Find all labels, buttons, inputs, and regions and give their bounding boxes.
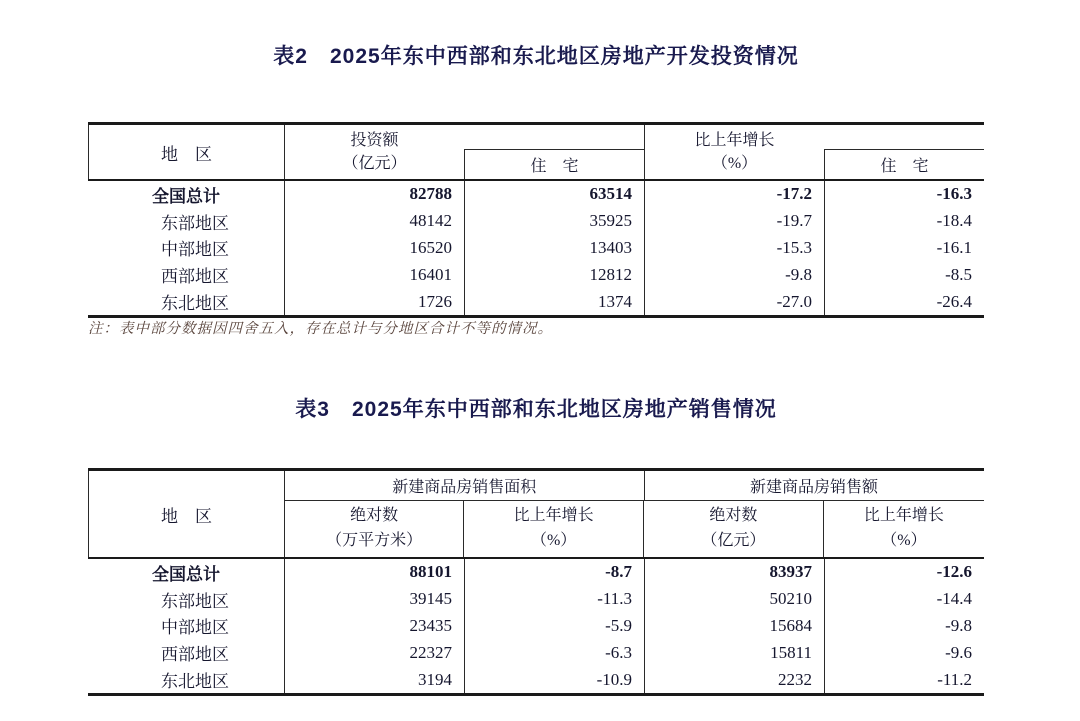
value-cell: -11.3 (464, 586, 644, 613)
value-cell: 16401 (284, 261, 464, 288)
table2-header-growth-line1: 比上年增长 (694, 131, 775, 149)
region-cell: 全国总计 (152, 564, 220, 584)
value-cell: 50210 (644, 586, 824, 613)
table-row (88, 208, 984, 235)
table2-header-growth-residential-subcell: 住 宅 (824, 149, 984, 179)
table2-header-investment-unit: （亿元） (342, 155, 407, 172)
table-row (88, 639, 984, 666)
table2-title: 表2 2025年东中西部和东北地区房地产开发投资情况 (273, 45, 799, 68)
value-cell: 48142 (284, 208, 464, 235)
value-cell: -6.3 (464, 639, 644, 666)
table-row (88, 235, 984, 262)
value-cell: -10.9 (464, 666, 644, 693)
table3-header-area-growth-line1: 比上年增长 (513, 507, 594, 525)
value-cell: -18.4 (824, 208, 984, 235)
value-cell: -16.3 (824, 181, 984, 208)
table-row (88, 613, 984, 640)
value-cell: 15811 (644, 639, 824, 666)
table3-header-sales-area-group: 新建商品房销售面积 (392, 479, 537, 496)
region-cell: 东部地区 (161, 591, 229, 611)
region-cell: 西部地区 (161, 645, 229, 665)
value-cell: 13403 (464, 235, 644, 262)
table3-title: 表3 2025年东中西部和东北地区房地产销售情况 (295, 398, 777, 421)
table2-header-growth (644, 125, 824, 179)
table3-header-area-growth (463, 501, 643, 557)
table3-header-area-absolute-unit: （万平方米） (326, 532, 423, 549)
value-cell: 1726 (284, 288, 464, 315)
table3-header-groups (284, 471, 984, 557)
table3-header-amount-absolute (643, 501, 823, 557)
region-cell: 中部地区 (161, 618, 229, 638)
table2-header-growth-unit: （%） (711, 155, 758, 172)
value-cell: -9.6 (824, 639, 984, 666)
table3-header-amount-absolute-line1: 绝对数 (709, 507, 758, 525)
value-cell: -8.5 (824, 261, 984, 288)
table-row (88, 586, 984, 613)
value-cell: -27.0 (644, 288, 824, 315)
table-row (88, 288, 984, 315)
table2-footnote: 注：表中部分数据因四舍五入，存在总计与分地区合计不等的情况。 (88, 321, 553, 337)
region-cell: 全国总计 (152, 186, 220, 206)
value-cell: 22327 (284, 639, 464, 666)
table2-header-growth-residential (824, 125, 984, 179)
table2-header-investment (284, 125, 464, 179)
value-cell: -11.2 (824, 666, 984, 693)
table-row (88, 261, 984, 288)
value-cell: -12.6 (824, 559, 984, 586)
table3-header-sales-amount-group: 新建商品房销售额 (644, 471, 984, 500)
table3-header-region: 地 区 (88, 471, 284, 557)
table3-header-area-growth-unit: （%） (530, 532, 577, 549)
value-cell: -17.2 (644, 181, 824, 208)
region-cell: 东北地区 (161, 294, 229, 314)
value-cell: 23435 (284, 613, 464, 640)
value-cell: -16.1 (824, 235, 984, 262)
value-cell: 3194 (284, 666, 464, 693)
value-cell: 83937 (644, 559, 824, 586)
table2-header-investment-residential (464, 125, 644, 179)
value-cell: -14.4 (824, 586, 984, 613)
table-row (88, 666, 984, 693)
table2 (88, 122, 984, 318)
table2-header-region: 地 区 (88, 125, 284, 179)
table3-header-amount-growth-line1: 比上年增长 (863, 507, 944, 525)
table3-header-amount-absolute-unit: （亿元） (701, 532, 766, 549)
table-row (88, 181, 984, 208)
value-cell: 39145 (284, 586, 464, 613)
table3-header (88, 471, 984, 559)
value-cell: 82788 (284, 181, 464, 208)
table2-header (88, 125, 984, 181)
value-cell: 16520 (284, 235, 464, 262)
value-cell: -26.4 (824, 288, 984, 315)
table2-header-residential-subcell: 住 宅 (464, 149, 644, 179)
table3 (88, 468, 984, 696)
value-cell: -9.8 (824, 613, 984, 640)
value-cell: 15684 (644, 613, 824, 640)
value-cell: -5.9 (464, 613, 644, 640)
region-cell: 东部地区 (161, 213, 229, 233)
value-cell: -15.3 (644, 235, 824, 262)
table3-header-amount-growth (823, 501, 984, 557)
value-cell: 63514 (464, 181, 644, 208)
value-cell: 12812 (464, 261, 644, 288)
table-row (88, 559, 984, 586)
value-cell: 88101 (284, 559, 464, 586)
value-cell: -9.8 (644, 261, 824, 288)
region-cell: 西部地区 (161, 267, 229, 287)
value-cell: 2232 (644, 666, 824, 693)
value-cell: 1374 (464, 288, 644, 315)
table2-header-investment-line1: 投资额 (350, 131, 399, 149)
value-cell: 35925 (464, 208, 644, 235)
region-cell: 东北地区 (161, 672, 229, 692)
region-cell: 中部地区 (161, 240, 229, 260)
table3-header-amount-growth-unit: （%） (881, 532, 927, 549)
value-cell: -8.7 (464, 559, 644, 586)
value-cell: -19.7 (644, 208, 824, 235)
table3-header-area-absolute (285, 501, 463, 557)
table3-header-area-absolute-line1: 绝对数 (350, 507, 399, 525)
